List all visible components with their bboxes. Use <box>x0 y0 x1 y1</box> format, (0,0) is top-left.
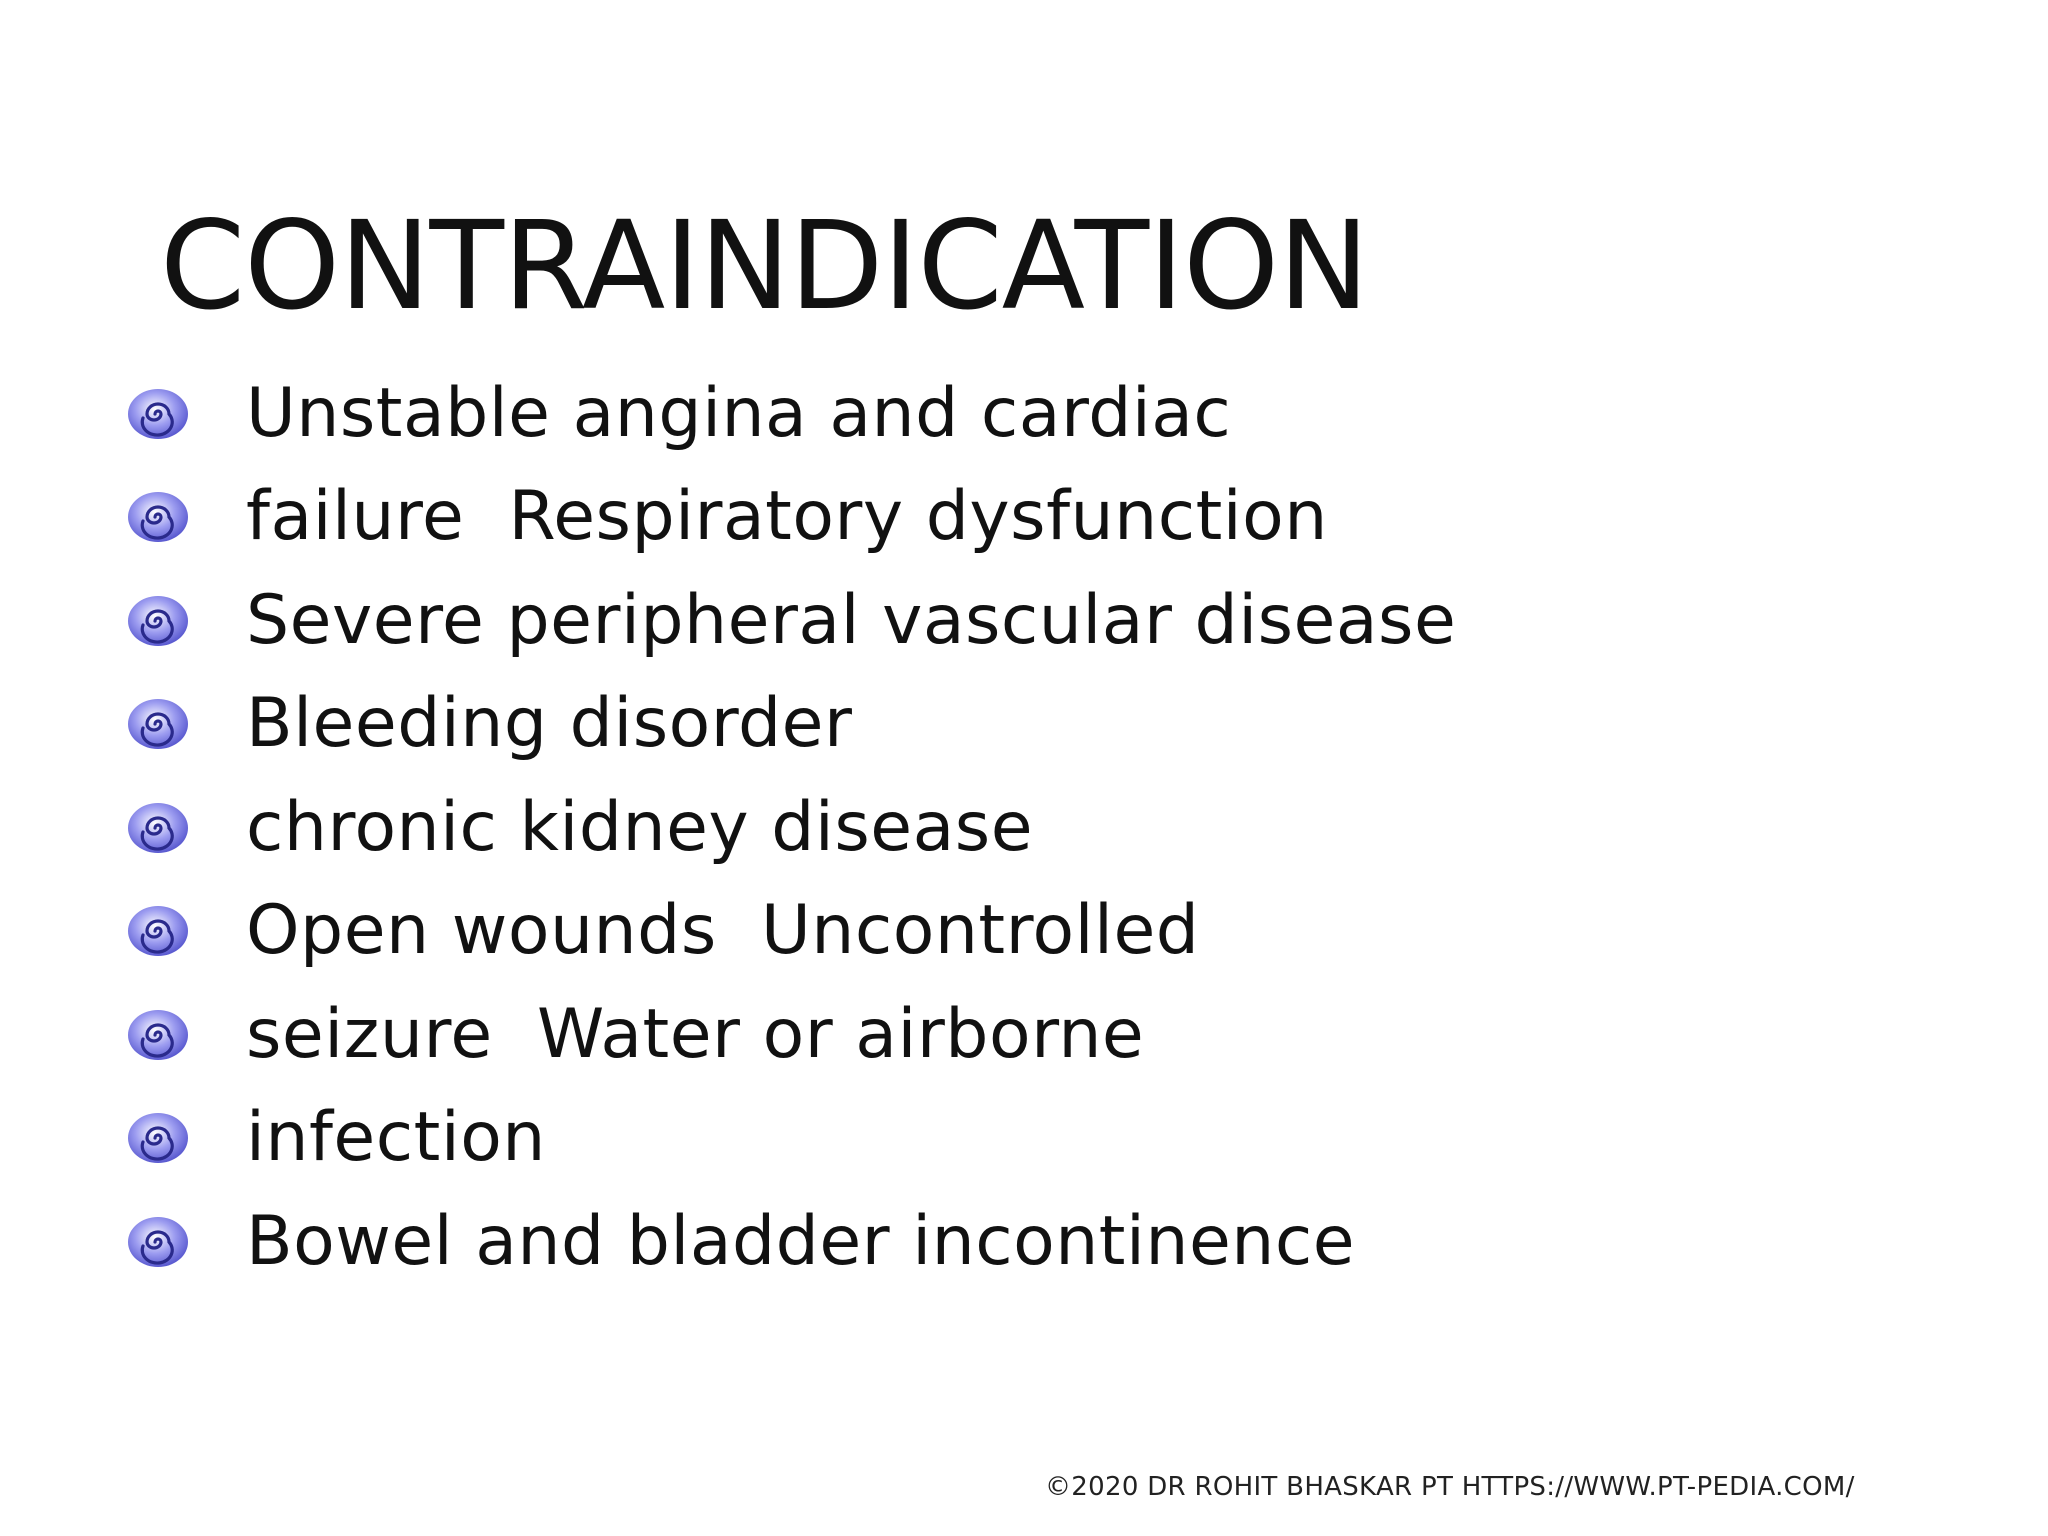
bullet-text: chronic kidney disease <box>246 787 1034 867</box>
copyright-footer: ©2020 DR ROHIT BHASKAR PT HTTPS://WWW.PT-PEDIA.COM/ <box>1045 1472 1855 1502</box>
list-item <box>124 1190 1456 1294</box>
bullet-text: Bowel and bladder incontinence <box>246 1201 1356 1281</box>
bullet-text: Bleeding disorder <box>246 684 853 764</box>
bullet-text: Open wounds Uncontrolled <box>246 891 1200 971</box>
spiral-at-bullet-icon <box>124 386 192 442</box>
slide-title: CONTRAINDICATION <box>160 195 1369 337</box>
spiral-at-bullet-icon <box>124 1214 192 1270</box>
spiral-at-bullet-icon <box>124 1110 192 1166</box>
list-item <box>124 880 1456 984</box>
bullet-text: seizure Water or airborne <box>246 994 1145 1074</box>
spiral-at-bullet-icon <box>124 903 192 959</box>
bullet-text: failure Respiratory dysfunction <box>246 477 1328 557</box>
bullet-list <box>124 362 1456 1294</box>
list-item <box>124 673 1456 777</box>
bullet-text: Unstable angina and cardiac <box>246 373 1232 453</box>
list-item <box>124 362 1456 466</box>
spiral-at-bullet-icon <box>124 593 192 649</box>
spiral-at-bullet-icon <box>124 696 192 752</box>
bullet-text: Severe peripheral vascular disease <box>246 580 1457 660</box>
list-item <box>124 776 1456 880</box>
bullet-text: infection <box>246 1098 546 1178</box>
list-item <box>124 466 1456 570</box>
list-item <box>124 569 1456 673</box>
spiral-at-bullet-icon <box>124 1007 192 1063</box>
list-item <box>124 983 1456 1087</box>
list-item <box>124 1087 1456 1191</box>
spiral-at-bullet-icon <box>124 800 192 856</box>
spiral-at-bullet-icon <box>124 489 192 545</box>
